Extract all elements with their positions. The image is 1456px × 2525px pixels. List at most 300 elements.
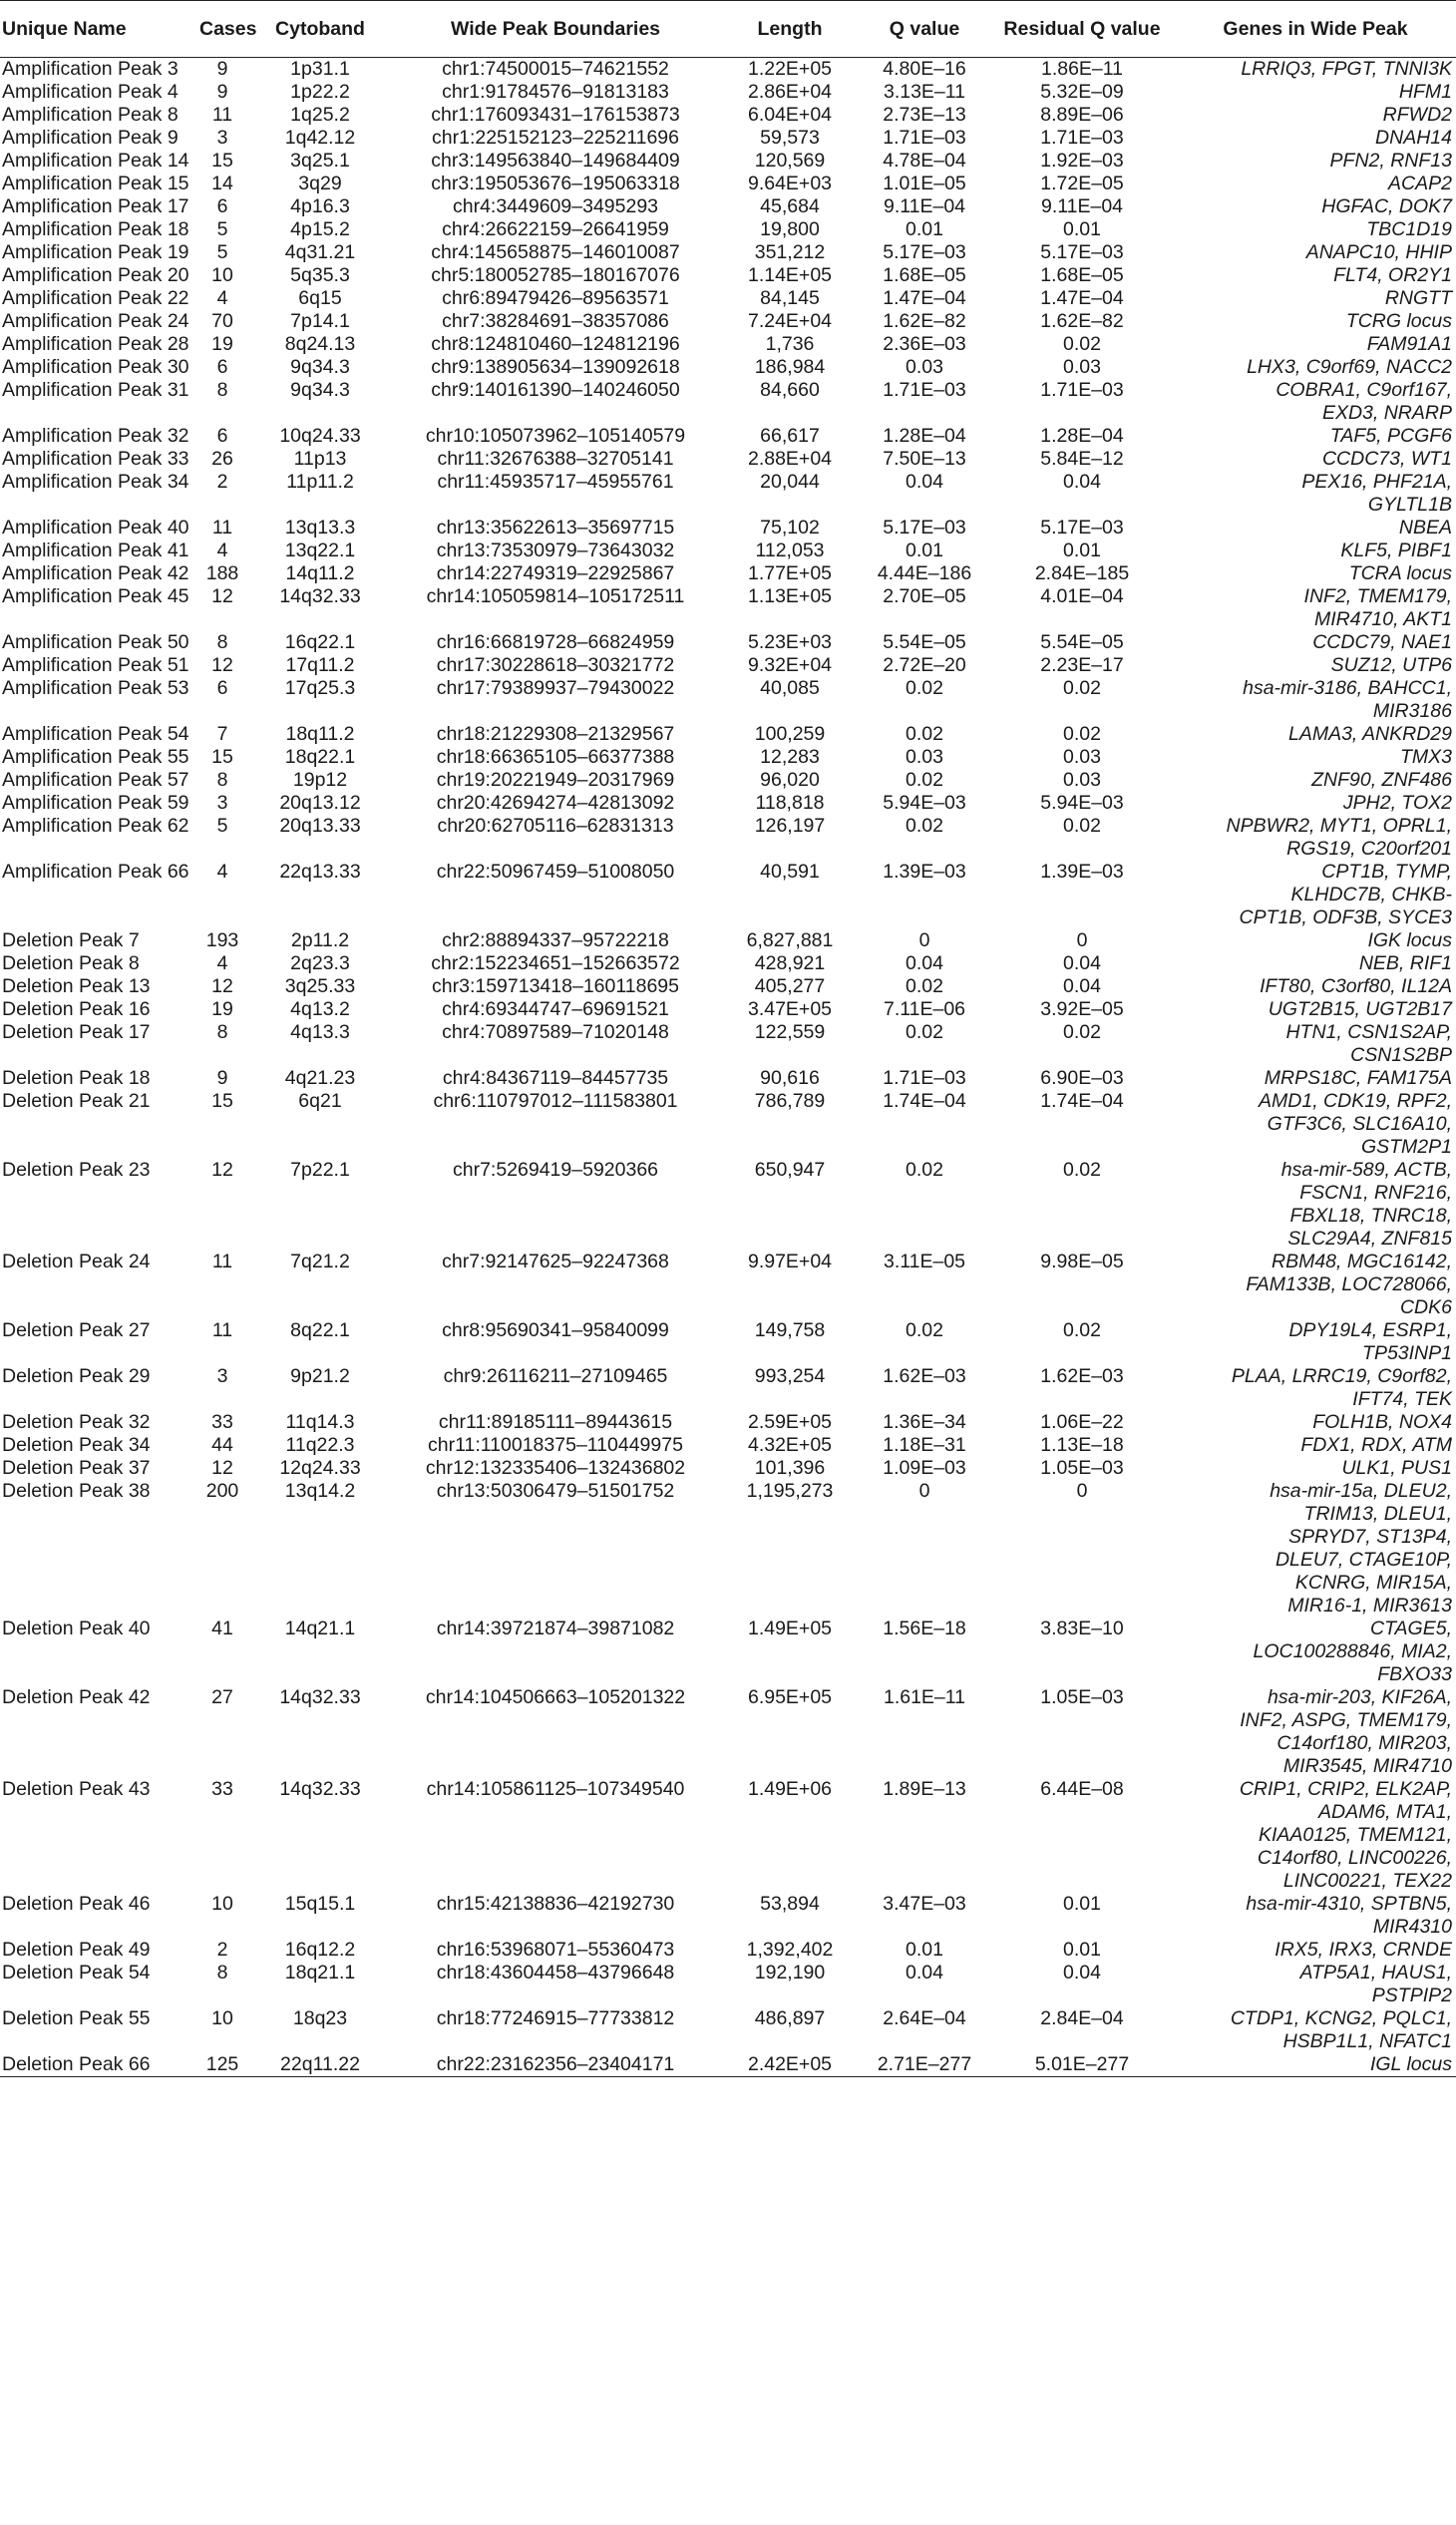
gene-line: SUZ12, UTP6	[1330, 654, 1452, 676]
gene-line: ZNF90, ZNF486	[1311, 769, 1452, 791]
cell-length: 12,283	[760, 746, 820, 768]
cell-q-value: 1.09E–03	[883, 1457, 966, 1479]
gene-line: KLHDC7B, CHKB-	[1290, 884, 1452, 905]
cell-cases: 27	[211, 1686, 233, 1708]
gene-line: CSN1S2BP	[1350, 1044, 1452, 1066]
cell-genes-in-wide-peak	[1175, 471, 1456, 517]
gene-line: PLAA, LRRC19, C9orf82,	[1231, 1365, 1452, 1387]
cell-wide-peak-boundaries: chr22:23162356–23404171	[391, 2053, 720, 2077]
cell-length: 45,684	[760, 195, 820, 217]
cell-cytoband: 1q42.12	[284, 127, 356, 149]
gene-line: IGK locus	[1367, 929, 1452, 951]
cell-wide-peak-boundaries: chr3:159713418–160118695	[432, 975, 679, 997]
cell-length: 20,044	[760, 471, 820, 493]
cell-unique-name: Amplification Peak 22	[2, 287, 189, 309]
gene-line: RGS19, C20orf201	[1286, 838, 1452, 860]
cell-length: 84,660	[760, 379, 820, 401]
cell-wide-peak-boundaries: chr15:42138836–42192730	[436, 1893, 675, 1915]
cell-length: 650,947	[754, 1159, 826, 1181]
cell-q-value: 0.04	[906, 471, 943, 493]
cell-wide-peak-boundaries: chr11:110018375–110449975	[428, 1434, 683, 1456]
gene-line: JPH2, TOX2	[1342, 792, 1452, 814]
cell-residual-q-value: 0.04	[1063, 975, 1101, 997]
table-row	[0, 1251, 1456, 1319]
cell-unique-name: Deletion Peak 7	[2, 929, 140, 951]
cell-genes-in-wide-peak	[1175, 264, 1456, 287]
cell-residual-q-value: 0.03	[1063, 746, 1101, 768]
table-row	[0, 1457, 1456, 1480]
cell-q-value: 5.17E–03	[883, 517, 966, 539]
table-row	[0, 1778, 1456, 1893]
cell-length: 1.22E+05	[747, 58, 833, 80]
cell-cytoband: 22q11.22	[249, 2053, 391, 2077]
cell-unique-name: Amplification Peak 59	[2, 792, 189, 814]
cell-cases: 10	[211, 1893, 233, 1915]
cell-length: 1,392,402	[746, 1939, 834, 1961]
cell-residual-q-value: 5.94E–03	[1040, 792, 1124, 814]
cell-genes-in-wide-peak	[1175, 58, 1456, 82]
cell-cases: 14	[211, 173, 233, 194]
cell-residual-q-value: 1.92E–03	[1040, 150, 1124, 172]
cell-wide-peak-boundaries: chr18:21229308–21329567	[436, 723, 675, 745]
cell-cases: 8	[216, 1962, 228, 1984]
cell-unique-name: Amplification Peak 30	[2, 356, 189, 378]
cell-cytoband: 13q14.2	[284, 1480, 356, 1502]
cell-wide-peak-boundaries: chr6:89479426–89563571	[442, 287, 669, 309]
cell-residual-q-value: 1.62E–03	[1040, 1365, 1124, 1387]
cell-length: 9.32E+04	[747, 654, 833, 676]
table-row	[0, 356, 1456, 379]
cell-wide-peak-boundaries: chr1:176093431–176153873	[431, 104, 680, 126]
cell-cytoband: 18q22.1	[284, 746, 356, 768]
cell-q-value: 1.71E–03	[883, 379, 966, 401]
cell-genes-in-wide-peak	[1175, 1778, 1456, 1893]
cell-length: 5.23E+03	[747, 631, 833, 653]
table-row	[0, 631, 1456, 654]
cell-cytoband: 13q22.1	[284, 540, 356, 561]
cell-q-value: 0.02	[906, 677, 943, 699]
cell-q-value: 5.54E–05	[883, 631, 966, 653]
table-row	[0, 746, 1456, 769]
cell-q-value: 1.18E–31	[883, 1434, 966, 1456]
cell-cases: 26	[211, 448, 233, 470]
cell-cases: 9	[216, 58, 228, 80]
cell-wide-peak-boundaries: chr1:74500015–74621552	[442, 58, 669, 80]
cell-unique-name: Deletion Peak 18	[2, 1067, 151, 1089]
cell-unique-name: Deletion Peak 8	[2, 952, 140, 974]
cell-genes-in-wide-peak	[1175, 150, 1456, 173]
gene-line: CCDC79, NAE1	[1312, 631, 1452, 653]
cell-residual-q-value: 0.01	[1063, 1939, 1101, 1961]
cell-cytoband: 20q13.12	[279, 792, 361, 814]
column-header-length: Length	[720, 1, 860, 58]
cell-genes-in-wide-peak	[1175, 769, 1456, 792]
table-row	[0, 517, 1456, 540]
gene-line: TCRG locus	[1345, 310, 1452, 332]
table-header	[0, 1, 1456, 58]
cell-cases: 11	[211, 104, 233, 126]
cell-q-value: 0.02	[906, 815, 943, 837]
cell-length: 84,145	[760, 287, 820, 309]
table-row	[0, 1067, 1456, 1090]
cell-residual-q-value: 2.23E–17	[1040, 654, 1124, 676]
column-header-unique-name: Unique Name	[0, 1, 195, 58]
cell-unique-name: Amplification Peak 28	[2, 333, 189, 355]
cell-cases: 8	[216, 631, 228, 653]
cell-wide-peak-boundaries: chr3:195053676–195063318	[431, 173, 680, 194]
table-body	[0, 58, 1456, 2077]
cell-q-value: 4.78E–04	[883, 150, 966, 172]
cell-wide-peak-boundaries: chr6:110797012–111583801	[433, 1090, 678, 1112]
cell-q-value: 0.03	[906, 746, 943, 768]
table-row	[0, 195, 1456, 218]
cell-unique-name: Deletion Peak 55	[2, 2007, 151, 2029]
cell-genes-in-wide-peak	[1175, 1319, 1456, 1365]
cell-cases: 70	[211, 310, 233, 332]
cell-wide-peak-boundaries: chr9:26116211–27109465	[443, 1365, 668, 1387]
cell-length: 40,085	[760, 677, 820, 699]
table-row	[0, 448, 1456, 471]
cell-genes-in-wide-peak	[1175, 1618, 1456, 1686]
cell-q-value: 3.47E–03	[883, 1893, 966, 1915]
cell-q-value: 1.28E–04	[883, 425, 966, 447]
table-row	[0, 1021, 1456, 1067]
cell-cytoband: 11p13	[293, 448, 347, 470]
cell-residual-q-value: 3.83E–10	[1040, 1618, 1124, 1639]
table-row	[0, 540, 1456, 562]
cell-cytoband: 3q29	[298, 173, 342, 194]
cell-genes-in-wide-peak	[1175, 1962, 1456, 2007]
gene-line: ADAM6, MTA1,	[1318, 1801, 1452, 1823]
cell-genes-in-wide-peak	[1175, 241, 1456, 264]
table-row	[0, 1939, 1456, 1962]
cell-q-value: 0	[918, 929, 930, 951]
cell-unique-name: Deletion Peak 40	[2, 1618, 151, 1639]
cell-unique-name: Deletion Peak 38	[2, 1480, 151, 1502]
table-row	[0, 104, 1456, 127]
gene-line: GTF3C6, SLC16A10,	[1267, 1113, 1452, 1135]
cell-unique-name: Deletion Peak 16	[2, 998, 151, 1020]
cell-wide-peak-boundaries: chr4:70897589–71020148	[442, 1021, 669, 1043]
gene-line: LHX3, C9orf69, NACC2	[1247, 356, 1452, 378]
cell-residual-q-value: 0.02	[1063, 723, 1101, 745]
gene-line: FBXO33	[1377, 1663, 1452, 1685]
cell-residual-q-value: 0.01	[1063, 540, 1101, 561]
cell-cases: 12	[211, 585, 233, 607]
cell-genes-in-wide-peak	[1175, 952, 1456, 975]
cell-cases: 4	[216, 861, 228, 883]
cell-genes-in-wide-peak	[1175, 654, 1456, 677]
cell-unique-name: Amplification Peak 32	[2, 425, 189, 447]
cell-residual-q-value: 0	[1076, 929, 1088, 951]
table-row	[0, 1686, 1456, 1778]
gene-line: LINC00221, TEX22	[1282, 1870, 1452, 1892]
cell-length: 7.24E+04	[747, 310, 833, 332]
gene-line: ACAP2	[1388, 173, 1452, 194]
cell-residual-q-value: 1.05E–03	[1040, 1686, 1124, 1708]
cell-genes-in-wide-peak	[1175, 379, 1456, 425]
cell-q-value: 0.04	[906, 1962, 943, 1984]
gene-line: GSTM2P1	[1360, 1136, 1452, 1158]
cell-residual-q-value: 5.17E–03	[1040, 241, 1124, 263]
gene-line: C14orf80, LINC00226,	[1257, 1847, 1452, 1869]
cell-genes-in-wide-peak	[1175, 746, 1456, 769]
cell-genes-in-wide-peak	[1175, 104, 1456, 127]
cell-cases: 200	[205, 1480, 239, 1502]
gene-line: DPY19L4, ESRP1,	[1288, 1319, 1452, 1341]
cell-cytoband: 4q13.3	[290, 1021, 350, 1043]
gene-line: MIR16-1, MIR3613	[1287, 1595, 1452, 1617]
cell-cytoband: 18q11.2	[285, 723, 355, 745]
cell-genes-in-wide-peak	[1175, 1457, 1456, 1480]
cell-q-value: 1.56E–18	[883, 1618, 966, 1639]
gene-line: hsa-mir-3186, BAHCC1,	[1243, 677, 1452, 699]
gene-line: TRIM13, DLEU1,	[1303, 1503, 1452, 1525]
cell-wide-peak-boundaries: chr1:225152123–225211696	[432, 127, 679, 149]
table-row	[0, 815, 1456, 861]
cell-genes-in-wide-peak	[1175, 1939, 1456, 1962]
table-row	[0, 310, 1456, 333]
cell-cases: 4	[216, 287, 228, 309]
cell-unique-name: Amplification Peak 8	[2, 104, 179, 126]
gene-line: TAF5, PCGF6	[1329, 425, 1452, 447]
table-row	[0, 333, 1456, 356]
gene-line: NEB, RIF1	[1358, 952, 1452, 974]
column-header-residual-q-value: Residual Q value	[989, 1, 1175, 58]
table-row	[0, 150, 1456, 173]
cell-unique-name: Deletion Peak 24	[2, 1251, 151, 1272]
cell-unique-name: Amplification Peak 3	[2, 58, 179, 80]
cell-unique-name: Amplification Peak 55	[2, 746, 189, 768]
table-row	[0, 952, 1456, 975]
cell-cases: 2	[216, 471, 228, 493]
cell-q-value: 0.04	[906, 952, 943, 974]
cell-length: 9.64E+03	[747, 173, 833, 194]
cell-cases: 9	[216, 1067, 228, 1089]
cell-unique-name: Deletion Peak 34	[2, 1434, 151, 1456]
gene-line: SLC29A4, ZNF815	[1287, 1228, 1452, 1250]
cell-q-value: 0.02	[906, 723, 943, 745]
cell-cases: 8	[216, 379, 228, 401]
cell-cases: 15	[211, 746, 233, 768]
cell-length: 1.77E+05	[747, 562, 833, 584]
cell-length: 100,259	[754, 723, 826, 745]
cell-cases: 193	[205, 929, 239, 951]
cell-wide-peak-boundaries: chr11:32676388–32705141	[437, 448, 674, 470]
cell-q-value: 1.39E–03	[883, 861, 966, 883]
table-row	[0, 1159, 1456, 1251]
cell-q-value: 2.73E–13	[883, 104, 966, 126]
cell-length: 59,573	[760, 127, 820, 149]
cell-residual-q-value: 0.04	[1063, 1962, 1101, 1984]
cell-unique-name: Deletion Peak 29	[2, 1365, 151, 1387]
cell-residual-q-value: 0.02	[1063, 1021, 1101, 1043]
cell-cytoband: 4q13.2	[290, 998, 350, 1020]
table-row	[0, 264, 1456, 287]
cell-length: 149,758	[754, 1319, 826, 1341]
gene-line: FAM133B, LOC728066,	[1246, 1273, 1452, 1295]
cell-length: 2.88E+04	[747, 448, 833, 470]
gene-line: LRRIQ3, FPGT, TNNI3K	[1241, 58, 1452, 80]
cell-genes-in-wide-peak	[1175, 425, 1456, 448]
gene-line: ULK1, PUS1	[1341, 1457, 1452, 1479]
cell-cytoband: 11p11.2	[286, 471, 354, 493]
cell-genes-in-wide-peak	[1175, 218, 1456, 241]
cell-unique-name: Deletion Peak 43	[2, 1778, 151, 1800]
cell-cytoband: 14q32.33	[279, 1778, 361, 1800]
table-row	[0, 1411, 1456, 1434]
cell-cases: 19	[211, 998, 233, 1020]
cell-genes-in-wide-peak	[1175, 861, 1456, 929]
cell-cytoband: 16q12.2	[284, 1939, 356, 1961]
cell-cases: 6	[216, 356, 228, 378]
cell-residual-q-value: 1.62E–82	[1040, 310, 1124, 332]
cell-q-value: 7.50E–13	[883, 448, 966, 470]
cell-residual-q-value: 9.11E–04	[1040, 195, 1124, 217]
cell-genes-in-wide-peak	[1175, 1686, 1456, 1778]
cell-wide-peak-boundaries: chr16:66819728–66824959	[436, 631, 675, 653]
gene-line: MIR4710, AKT1	[1313, 608, 1452, 630]
cell-cases: 12	[211, 975, 233, 997]
cell-cytoband: 4q21.23	[284, 1067, 356, 1089]
gene-line: FSCN1, RNF216,	[1299, 1182, 1452, 1204]
cell-q-value: 3.13E–11	[883, 81, 966, 103]
cell-unique-name: Amplification Peak 4	[2, 81, 179, 103]
cell-unique-name: Amplification Peak 62	[2, 815, 189, 837]
gene-line: hsa-mir-589, ACTB,	[1280, 1159, 1452, 1181]
cell-wide-peak-boundaries: chr17:79389937–79430022	[436, 677, 675, 699]
cell-cases: 5	[216, 815, 228, 837]
gene-line: hsa-mir-203, KIF26A,	[1268, 1686, 1452, 1708]
gene-line: PFN2, RNF13	[1329, 150, 1452, 172]
cell-wide-peak-boundaries: chr4:145658875–146010087	[431, 241, 680, 263]
cell-residual-q-value: 0.04	[1063, 952, 1101, 974]
gene-line: AMD1, CDK19, RPF2,	[1259, 1090, 1452, 1112]
cell-genes-in-wide-peak	[1175, 631, 1456, 654]
gene-line: LOC100288846, MIA2,	[1253, 1640, 1452, 1662]
cell-cases: 5	[216, 241, 228, 263]
cell-q-value: 0.02	[906, 975, 943, 997]
table-row	[0, 2053, 1456, 2077]
gene-line: CDK6	[1399, 1296, 1452, 1318]
gene-line: HFM1	[1398, 81, 1452, 103]
cell-unique-name: Amplification Peak 18	[2, 218, 189, 240]
cell-genes-in-wide-peak	[1175, 1067, 1456, 1090]
gene-line: TCRA locus	[1348, 562, 1452, 584]
cell-length: 6.95E+05	[747, 1686, 833, 1708]
cell-residual-q-value: 0.02	[1063, 1319, 1101, 1341]
cell-length: 66,617	[760, 425, 820, 447]
cell-unique-name: Amplification Peak 42	[2, 562, 189, 584]
cell-genes-in-wide-peak	[1175, 333, 1456, 356]
gene-line: CCDC73, WT1	[1321, 448, 1452, 470]
cell-wide-peak-boundaries: chr3:149563840–149684409	[431, 150, 680, 172]
cell-length: 2.42E+05	[720, 2053, 860, 2077]
cell-residual-q-value: 6.44E–08	[1040, 1778, 1124, 1800]
gene-line: HSBP1L1, NFATC1	[1282, 2030, 1452, 2052]
cell-unique-name: Deletion Peak 46	[2, 1893, 151, 1915]
cell-wide-peak-boundaries: chr18:43604458–43796648	[436, 1962, 675, 1984]
cell-genes-in-wide-peak	[1175, 723, 1456, 746]
cell-length: 786,789	[754, 1090, 826, 1112]
table-row	[0, 929, 1456, 952]
cell-length: 1,736	[765, 333, 815, 355]
cell-length: 75,102	[760, 517, 820, 539]
table-row	[0, 861, 1456, 929]
table-row	[0, 58, 1456, 82]
cell-q-value: 0.02	[906, 769, 943, 791]
cell-cases: 3	[216, 792, 228, 814]
cell-cases: 44	[211, 1434, 233, 1456]
gene-line: ANAPC10, HHIP	[1305, 241, 1452, 263]
cell-cytoband: 2p11.2	[290, 929, 350, 951]
table-row	[0, 1480, 1456, 1618]
cell-residual-q-value: 1.72E–05	[1040, 173, 1124, 194]
cell-cytoband: 7p14.1	[290, 310, 350, 332]
cell-q-value: 0.02	[906, 1159, 943, 1181]
cell-unique-name: Deletion Peak 17	[2, 1021, 151, 1043]
gene-line: FLT4, OR2Y1	[1333, 264, 1452, 286]
gene-line: TMX3	[1399, 746, 1452, 768]
gene-line: HTN1, CSN1S2AP,	[1285, 1021, 1452, 1043]
cell-q-value: 1.62E–03	[883, 1365, 966, 1387]
cell-wide-peak-boundaries: chr18:66365105–66377388	[436, 746, 675, 768]
cell-q-value: 0.01	[906, 540, 943, 561]
cell-cases: 10	[211, 264, 233, 286]
cell-residual-q-value: 2.84E–04	[1040, 2007, 1124, 2029]
cell-wide-peak-boundaries: chr13:73530979–73643032	[436, 540, 675, 561]
cell-genes-in-wide-peak	[1175, 1411, 1456, 1434]
cell-genes-in-wide-peak	[1175, 127, 1456, 150]
cell-wide-peak-boundaries: chr12:132335406–132436802	[425, 1457, 686, 1479]
cell-residual-q-value: 9.98E–05	[1040, 1251, 1124, 1272]
cell-unique-name: Amplification Peak 20	[2, 264, 189, 286]
cell-q-value: 2.71E–277	[860, 2053, 989, 2077]
table-row	[0, 127, 1456, 150]
table-row	[0, 723, 1456, 746]
cell-wide-peak-boundaries: chr4:26622159–26641959	[442, 218, 669, 240]
cell-residual-q-value: 1.68E–05	[1040, 264, 1124, 286]
cell-wide-peak-boundaries: chr14:104506663–105201322	[425, 1686, 686, 1708]
cell-genes-in-wide-peak	[1175, 1159, 1456, 1251]
cell-wide-peak-boundaries: chr14:39721874–39871082	[436, 1618, 675, 1639]
cell-genes-in-wide-peak	[1175, 792, 1456, 815]
cell-length: 1.49E+06	[747, 1778, 833, 1800]
gene-line: INF2, TMEM179,	[1303, 585, 1452, 607]
cell-length: 428,921	[754, 952, 826, 974]
cell-wide-peak-boundaries: chr14:22749319–22925867	[436, 562, 675, 584]
cell-length: 53,894	[760, 1893, 820, 1915]
cell-length: 19,800	[760, 218, 820, 240]
cell-q-value: 3.11E–05	[883, 1251, 966, 1272]
table-row	[0, 1962, 1456, 2007]
cell-length: 6,827,881	[746, 929, 834, 951]
cell-cytoband: 5q35.3	[290, 264, 350, 286]
cell-q-value: 4.80E–16	[883, 58, 966, 80]
cell-length: 405,277	[754, 975, 826, 997]
cell-length: 122,559	[754, 1021, 826, 1043]
cell-unique-name: Amplification Peak 14	[2, 150, 189, 172]
cell-cases: 4	[216, 540, 228, 561]
cell-genes-in-wide-peak	[1175, 1480, 1456, 1618]
column-header-q-value: Q value	[860, 1, 989, 58]
table-row	[0, 769, 1456, 792]
cell-cases: 12	[211, 654, 233, 676]
cell-cases: 12	[211, 1159, 233, 1181]
cell-length: 192,190	[754, 1962, 826, 1984]
cell-q-value: 1.89E–13	[883, 1778, 966, 1800]
cell-cases: 33	[211, 1411, 233, 1433]
